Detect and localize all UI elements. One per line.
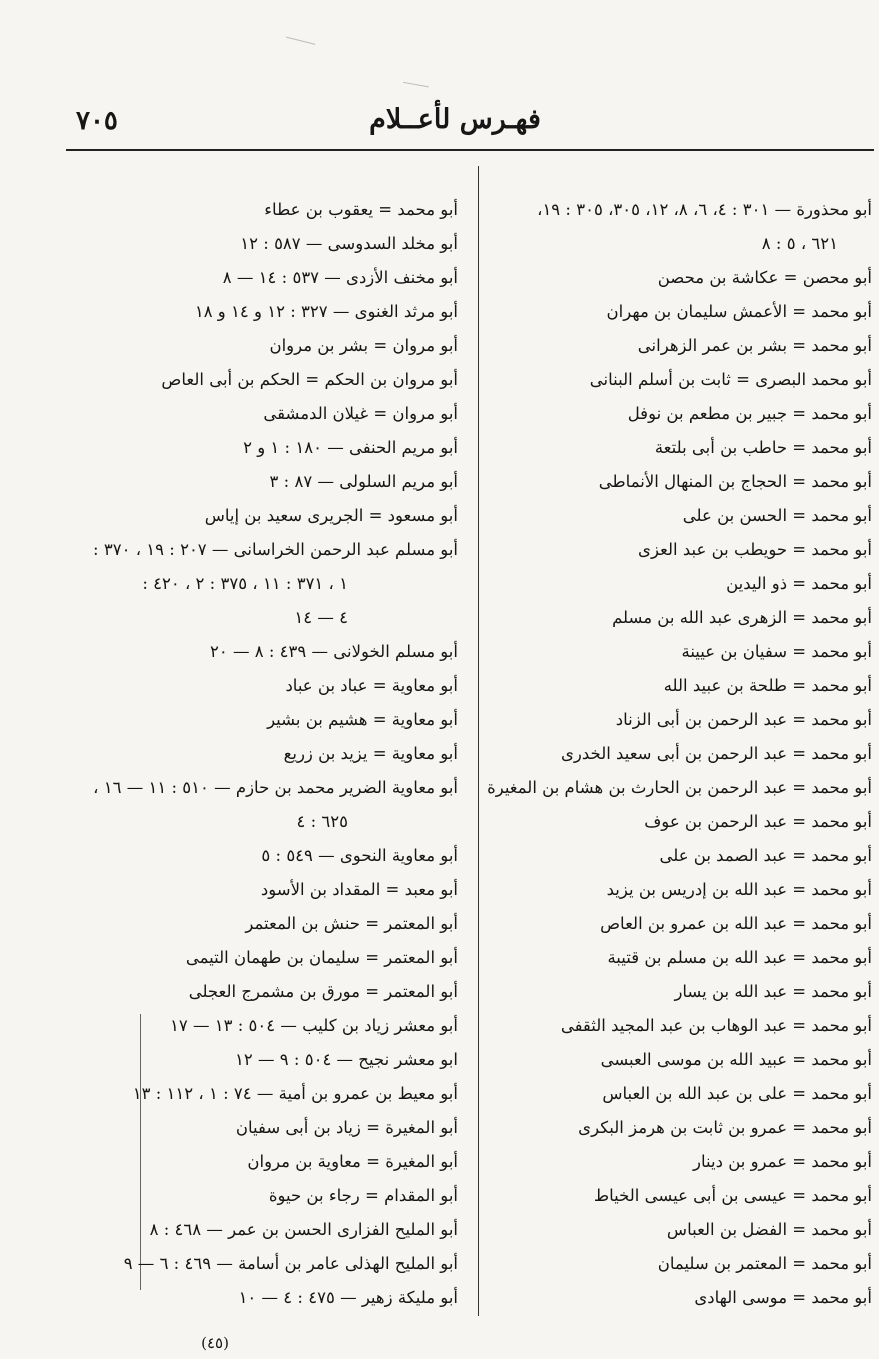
index-entry: أبو معشر زياد بن كليب — ٥٠٤ : ١٣ — ١٧	[169, 1016, 458, 1035]
index-entry: أبو معاوية = يزيد بن زريع	[283, 744, 458, 763]
index-entry: أبو محمد = طلحة بن عبيد الله	[663, 676, 872, 695]
index-entry: أبو مروان بن الحكم = الحكم بن أبى العاص	[161, 370, 458, 389]
index-entry: أبو محمد = عبد الله بن إدريس بن يزيد	[606, 880, 872, 899]
index-entry: أبو محذورة — ٣٠١ : ٤، ٦، ٨، ١٢، ٣٠٥، ٣٠٥ : ١٩،	[537, 200, 872, 219]
index-entry: أبو مليكة زهير — ٤٧٥ : ٤ — ١٠	[238, 1288, 458, 1307]
index-entry: أبو المغيرة = معاوية بن مروان	[247, 1152, 458, 1171]
index-entry: أبو محمد = عبد الرحمن بن الحارث بن هشام بن المغيرة	[487, 778, 872, 797]
index-entry: أبو معاوية = عباد بن عباد	[285, 676, 458, 695]
index-column-right	[410, 193, 872, 1315]
index-entry: أبو محمد = عمرو بن ثابت بن هرمز البكرى	[578, 1118, 872, 1137]
index-entry: أبو محمد = عبد الرحمن بن أبى سعيد الخدرى	[561, 744, 872, 763]
index-entry: أبو محمد = موسى الهادى	[694, 1288, 872, 1307]
scan-mark	[401, 82, 429, 97]
index-entry: ١ ، ٣٧١ : ١١ ، ٣٧٥ : ٢ ، ٤٢٠ :	[142, 574, 348, 593]
index-entry: أبو محمد = عبد الله بن مسلم بن قتيبة	[607, 948, 872, 967]
index-entry: أبو محمد = الحسن بن على	[682, 506, 872, 525]
index-entry: أبو مريم الحنفى — ١٨٠ : ١ و ٢	[243, 438, 458, 457]
index-entry: أبو محصن = عكاشة بن محصن	[657, 268, 872, 287]
index-entry: أبو مخلد السدوسى — ٥٨٧ : ١٢	[240, 234, 458, 253]
index-entry: ٤ — ١٤	[294, 608, 348, 627]
index-entry: أبو محمد = عبد الله بن يسار	[674, 982, 872, 1001]
index-entry: أبو محمد = عمرو بن دينار	[693, 1152, 872, 1171]
index-entry: أبو محمد = على بن عبد الله بن العباس	[602, 1084, 872, 1103]
index-entry: أبو معاوية الضرير محمد بن حازم — ٥١٠ : ١١ — ١٦ ،	[93, 778, 458, 797]
index-entry: أبو المليح الفزارى الحسن بن عمر — ٤٦٨ : ٨	[149, 1220, 458, 1239]
index-entry: ابو معشر نجيح — ٥٠٤ : ٩ — ١٢	[235, 1050, 458, 1069]
index-entry: أبو محمد = حاطب بن أبى بلتعة	[654, 438, 872, 457]
index-entry: أبو محمد = عبيد الله بن موسى العبسى	[600, 1050, 872, 1069]
index-entry: أبو محمد = يعقوب بن عطاء	[264, 200, 458, 219]
page-number: ٧٠٥	[76, 106, 118, 136]
index-entry: أبو مسعود = الجريرى سعيد بن إياس	[204, 506, 458, 525]
index-column-left	[76, 193, 458, 1315]
index-entry: أبو المغيرة = زياد بن أبى سفيان	[235, 1118, 458, 1137]
index-entry: أبو محمد = الحجاج بن المنهال الأنماطى	[598, 472, 872, 491]
index-entry: ٦٢٥ : ٤	[296, 812, 348, 831]
index-entry: أبو محمد = عبد الوهاب بن عبد المجيد الثقفى	[560, 1016, 872, 1035]
index-entry: أبو مخنف الأزدى — ٥٣٧ : ١٤ — ٨	[222, 268, 458, 287]
index-entry: أبو معاوية = هشيم بن بشير	[267, 710, 458, 729]
index-entry: أبو المعتمر = مورق بن مشمرج العجلى	[188, 982, 458, 1001]
index-entry: أبو المليح الهذلى عامر بن أسامة — ٤٦٩ : ٦ — ٩	[123, 1254, 458, 1273]
index-entry: أبو مسلم الخولانى — ٤٣٩ : ٨ — ٢٠	[210, 642, 458, 661]
index-entry: أبو محمد = عبد الرحمن بن عوف	[644, 812, 872, 831]
index-entry: أبو محمد = سفيان بن عيينة	[681, 642, 872, 661]
index-entry: أبو محمد = عيسى بن أبى عيسى الخياط	[593, 1186, 872, 1205]
index-entry: أبو مرثد الغنوى — ٣٢٧ : ١٢ و ١٤ و ١٨	[194, 302, 458, 321]
index-entry: أبو معبد = المقداد بن الأسود	[260, 880, 458, 899]
index-entry: أبو معيط بن عمرو بن أمية — ٧٤ : ١ ، ١١٢ : ١٣	[132, 1084, 458, 1103]
scan-mark	[283, 37, 316, 59]
index-entry: أبو محمد = جبير بن مطعم بن نوفل	[627, 404, 872, 423]
index-entry: أبو محمد = عبد الرحمن بن أبى الزناد	[615, 710, 872, 729]
index-entry: أبو محمد = بشر بن عمر الزهرانى	[637, 336, 872, 355]
index-entry: أبو المعتمر = سليمان بن طهمان التيمى	[185, 948, 458, 967]
index-entry: أبو مسلم عبد الرحمن الخراسانى — ٢٠٧ : ١٩ ، ٣٧٠ :	[93, 540, 458, 559]
index-entry: أبو مروان = غيلان الدمشقى	[263, 404, 458, 423]
index-entry: أبو محمد = الأعمش سليمان بن مهران	[606, 302, 872, 321]
header-divider	[66, 149, 874, 151]
index-entry: أبو محمد = الزهرى عبد الله بن مسلم	[612, 608, 872, 627]
index-entry: أبو محمد البصرى = ثابت بن أسلم البنانى	[589, 370, 872, 389]
signature-mark: (٤٥)	[201, 1334, 229, 1352]
index-entry: أبو مروان = بشر بن مروان	[269, 336, 458, 355]
index-entry: ٦٢١ ، ٥ : ٨	[761, 234, 838, 253]
index-entry: أبو معاوية النحوى — ٥٤٩ : ٥	[261, 846, 458, 865]
index-entry: أبو محمد = حويطب بن عبد العزى	[638, 540, 872, 559]
index-entry: أبو محمد = ذو اليدين	[726, 574, 872, 593]
index-entry: أبو محمد = عبد الله بن عمرو بن العاص	[600, 914, 872, 933]
index-entry: أبو مريم السلولى — ٨٧ : ٣	[269, 472, 458, 491]
page-title: فهـرس لأعــلام	[369, 104, 541, 135]
index-entry: أبو محمد = عبد الصمد بن على	[659, 846, 872, 865]
index-entry: أبو محمد = الفضل بن العباس	[666, 1220, 872, 1239]
index-entry: أبو محمد = المعتمر بن سليمان	[657, 1254, 872, 1273]
index-entry: أبو المعتمر = حنش بن المعتمر	[245, 914, 458, 933]
index-entry: أبو المقدام = رجاء بن حيوة	[268, 1186, 458, 1205]
